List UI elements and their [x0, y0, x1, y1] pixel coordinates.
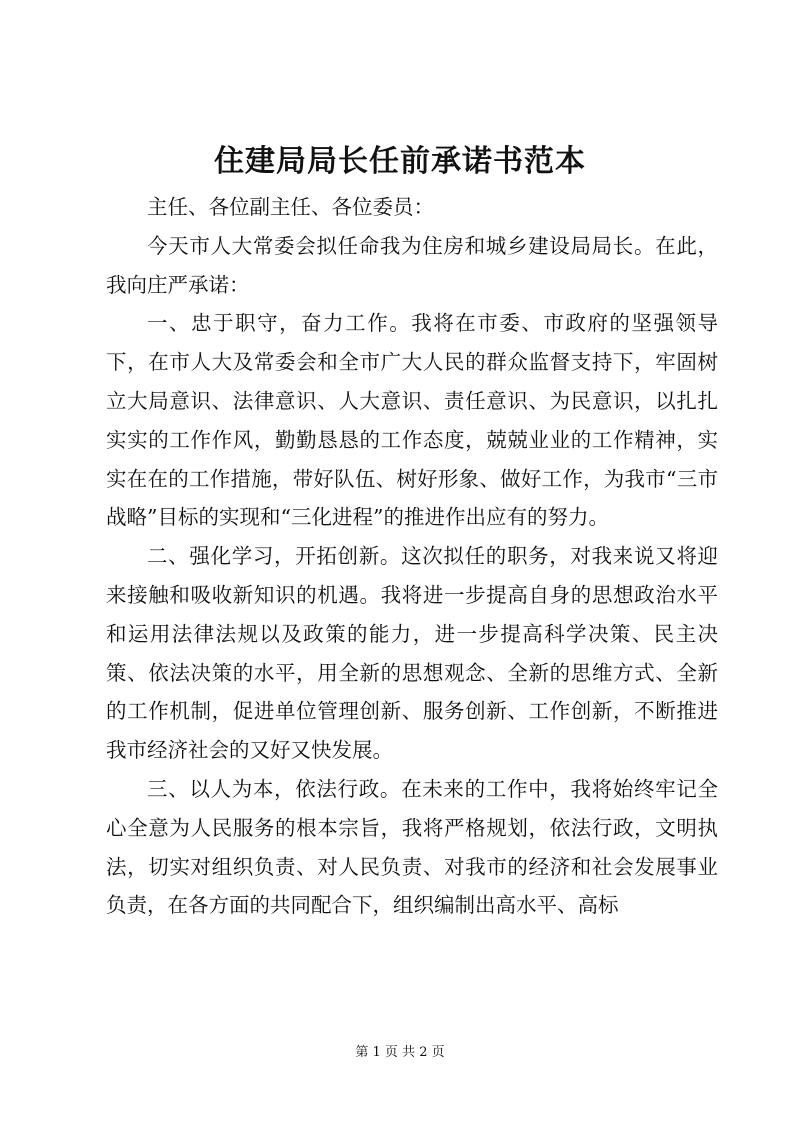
- pledge-paragraph-2: 二、强化学习，开拓创新。这次拟任的职务，对我来说又将迎来接触和吸收新知识的机遇。我将进一步提高自身的思想政治水平和运用法律法规以及政策的能力，进一步提高科学决策、民主决策、依法决策的水平，用全新的思想观念、全新的思维方式、全新的工作机制，促进单位管理创新、服务创新、工作创新，不断推进我市经济社会的又好又快发展。: [106, 544, 718, 763]
- page-number-footer: 第 1 页 共 2 页: [355, 1045, 445, 1060]
- pledge-paragraph-3: 三、以人为本，依法行政。在未来的工作中，我将始终牢记全心全意为人民服务的根本宗旨，我将严格规划，依法行政，文明执法，切实对组织负责、对人民负责、对我市的经济和社会发展事业负责，在各方面的共同配合下，组织编制出高水平、高标: [106, 776, 718, 918]
- document-body: [106, 188, 718, 925]
- document-title: 住建局局长任前承诺书范本: [214, 144, 586, 179]
- salutation-paragraph: 主任、各位副主任、各位委员：: [147, 195, 434, 219]
- pledge-paragraph-1: 一、忠于职守，奋力工作。我将在市委、市政府的坚强领导下，在市人大及常委会和全市广大人民的群众监督支持下，牢固树立大局意识、法律意识、人大意识、责任意识、为民意识，以扎扎实实的工作作风，勤勤恳恳的工作态度，兢兢业业的工作精神，实实在在的工作措施，带好队伍、树好形象、做好工作，为我市“三市战略”目标的实现和“三化进程”的推进作出应有的努力。: [106, 311, 718, 530]
- intro-paragraph: 今天市人大常委会拟任命我为住房和城乡建设局局长。在此，我向庄严承诺：: [106, 233, 718, 297]
